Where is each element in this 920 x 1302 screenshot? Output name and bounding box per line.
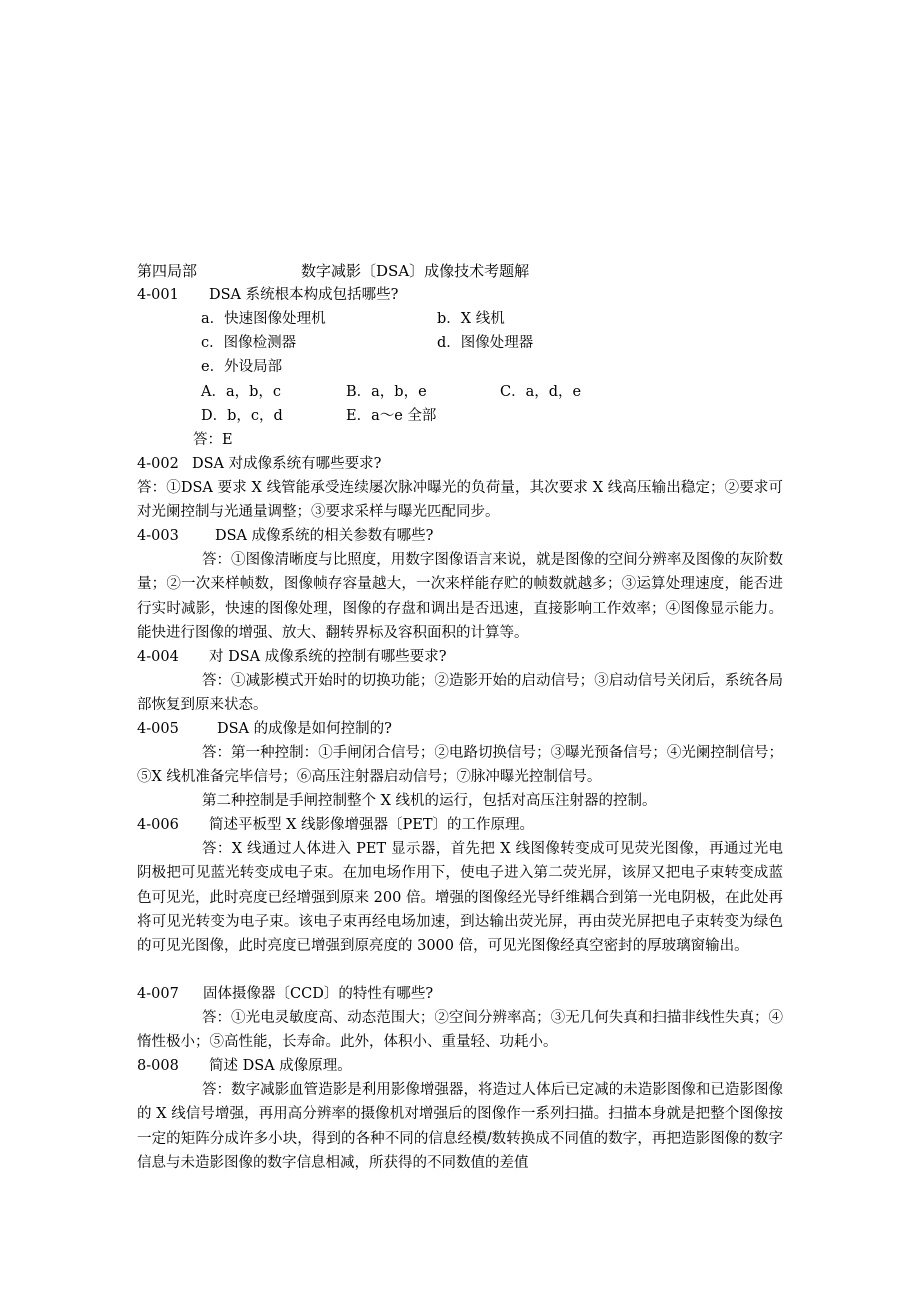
answer-4-003: 答：①图像清晰度与比照度，用数字图像语言来说，就是图像的空间分辨率及图像的灰阶数量；②一次来样帧数，图像帧存容量越大，一次来样能存贮的帧数就越多；③运算处理速度，能否进行实时减影，快速的图像处理，图像的存盘和调出是否迅速，直接影响工作效率；④图像显示能力。能快进行图像的增强、放大、翻转界标及容积面积的计算等。	[137, 552, 783, 641]
question-number: 4-006	[137, 817, 179, 833]
question-4-007	[137, 982, 433, 1006]
question-text: 简述平板型 X 线影像增强器〔PET〕的工作原理。	[209, 817, 535, 833]
answer-4-004: 答：①减影模式开始时的切换功能；②造影开始的启动信号；③启动信号关闭后，系统各局部恢复到原来状态。	[137, 673, 783, 714]
choice-D: D．b，c，d	[201, 408, 283, 424]
question-4-002	[137, 452, 381, 476]
question-text: 简述 DSA 成像原理。	[209, 1058, 352, 1074]
question-8-008	[137, 1054, 352, 1078]
question-4-003	[137, 524, 433, 548]
answer-4-001: 答：E	[193, 432, 233, 448]
choice-A: A．a，b，c	[201, 384, 282, 400]
question-number: 4-005	[137, 721, 179, 737]
option-d: d．图像处理器	[437, 335, 534, 351]
question-4-001	[137, 283, 398, 307]
option-e: e．外设局部	[201, 359, 283, 375]
answer-4-002: 答：①DSA 要求 X 线管能承受连续屡次脉冲曝光的负荷量，其次要求 X 线高压输出稳定；②要求可对光阑控制与光通量调整；③要求采样与曝光匹配同步。	[137, 480, 783, 521]
question-number: 4-003	[137, 528, 179, 544]
question-number: 4-002	[137, 456, 179, 472]
option-a: a．快速图像处理机	[201, 311, 326, 327]
question-4-004	[137, 645, 447, 669]
section-title	[137, 259, 529, 283]
question-4-006	[137, 813, 534, 837]
question-number: 4-001	[137, 287, 179, 303]
question-number: 4-004	[137, 649, 179, 665]
question-number: 4-007	[137, 986, 179, 1002]
question-text: DSA 系统根本构成包括哪些?	[209, 287, 399, 303]
question-text: DSA 成像系统的相关参数有哪些?	[215, 528, 434, 544]
part-label: 第四局部	[137, 262, 198, 280]
option-c: c．图像检测器	[201, 335, 297, 351]
question-text: 固体摄像器〔CCD〕的特性有哪些?	[203, 986, 434, 1002]
subject-title: 数字减影〔DSA〕成像技术考题解	[301, 262, 530, 280]
answer-4-007: 答：①光电灵敏度高、动态范围大；②空间分辨率高；③无几何失真和扫描非线性失真；④惰性极小；⑤高性能，长寿命。此外，体积小、重量轻、功耗小。	[137, 1010, 783, 1051]
option-b: b．X 线机	[437, 311, 505, 327]
choice-B: B．a，b，e	[346, 384, 427, 400]
question-text: 对 DSA 成像系统的控制有哪些要求?	[209, 649, 447, 665]
answer-4-005-part2: 第二种控制是手闸控制整个 X 线机的运行，包括对高压注射器的控制。	[202, 793, 657, 809]
answer-8-008: 答：数字减影血管造影是利用影像增强器，将造过人体后已定减的未造影图像和已造影图像的 X 线信号增强，再用高分辨率的摄像机对增强后的图像作一系列扫描。扫描本身就是把整个图像按一定的矩阵分成许多小块，得到的各种不同的信息经模/数转换成不同值的数字，再把造影图像的数字信息与未造影图像的数字信息相减，所获得的不同数值的差值	[137, 1082, 783, 1171]
question-number: 8-008	[137, 1058, 179, 1074]
question-4-005	[137, 717, 392, 741]
answer-4-005: 答：第一种控制：①手闸闭合信号；②电路切换信号；③曝光预备信号；④光阑控制信号；⑤X 线机准备完毕信号；⑥高压注射器启动信号；⑦脉冲曝光控制信号。	[137, 745, 783, 786]
question-text: DSA 对成像系统有哪些要求?	[192, 456, 382, 472]
question-text: DSA 的成像是如何控制的?	[217, 721, 392, 737]
choice-C: C．a，d，e	[500, 384, 582, 400]
answer-4-006: 答：X 线通过人体进入 PET 显示器，首先把 X 线图像转变成可见荧光图像，再通过光电阴极把可见蓝光转变成电子束。在加电场作用下，使电子进入第二荧光屏，该屏又把电子束转变成蓝色可见光，此时亮度已经增强到原来 200 倍。增强的图像经光导纤维耦合到第一光电阴极，在此处再将可见光转变为电子束。该电子束再经电场加速，到达输出荧光屏，再由荧光屏把电子束转变为绿色的可见光图像，此时亮度已增强到原亮度的 3000 倍，可见光图像经真空密封的厚玻璃窗输出。	[137, 841, 783, 955]
choice-E: E．a～e 全部	[346, 408, 437, 424]
